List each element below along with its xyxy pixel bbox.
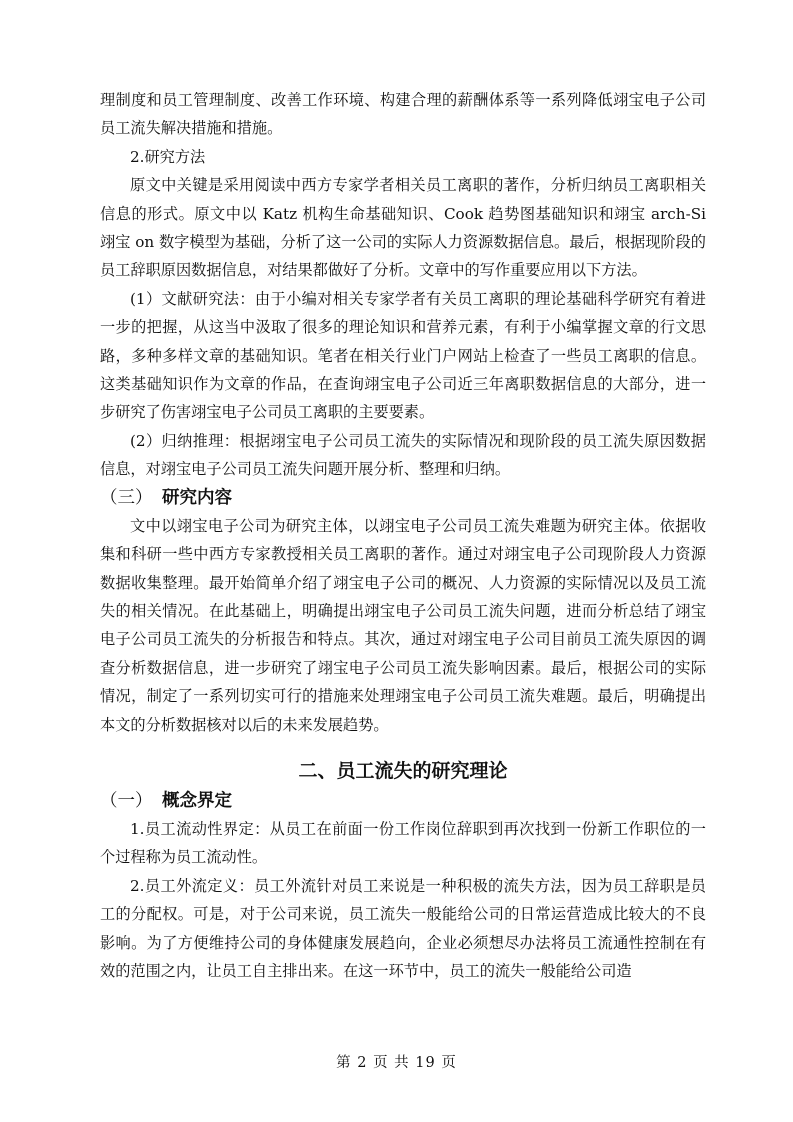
- definition-mobility: 1.员工流动性界定：从员工在前面一份工作岗位辞职到再次找到一份新工作职位的一个过程称为员工流动性。: [100, 819, 706, 867]
- research-content-paragraph: 文中以翊宝电子公司为研究主体，以翊宝电子公司员工流失难题为研究主体。依据收集和科研一些中西方专家教授相关员工离职的著作。通过对翊宝电子公司现阶段人力资源数据收集整理。最开始简单介绍了翊宝电子公司的概况、人力资源的实际情况以及员工流失的相关情况。在此基础上，明确提出翊宝电子公司员工流失问题，进而分析总结了翊宝电子公司员工流失的分析报告和特点。其次，通过对翊宝电子公司目前员工流失原因的调查分析数据信息，进一步研究了翊宝电子公司员工流失影响因素。最后，根据公司的实际情况，制定了一系列切实可行的措施来处理翊宝电子公司员工流失难题。最后，明确提出本文的分析数据核对以后的未来发展趋势。: [100, 516, 706, 734]
- method-item-induction: (2）归纳推理：根据翊宝电子公司员工流失的实际情况和现阶段的员工流失原因数据信息，对翊宝电子公司员工流失问题开展分析、整理和归纳。: [100, 431, 706, 479]
- chapter-title: 二、员工流失的研究理论: [298, 759, 508, 782]
- definition-outflow: 2.员工外流定义：员工外流针对员工来说是一种积极的流失方法，因为员工辞职是员工的分配权。可是，对于公司来说，员工流失一般能给公司的日常运营造成比较大的不良影响。为了方便维持公司的身体健康发展趋向，企业必须想尽办法将员工流通性控制在有效的范围之内，让员工自主排出来。在这一环节中，员工的流失一般能给公司造: [100, 876, 706, 980]
- page-body: [100, 86, 706, 985]
- section-title: 概念界定: [162, 790, 232, 811]
- section-heading-research-content: [100, 484, 706, 512]
- section-number: （一）: [100, 790, 153, 811]
- page-footer: 第 2 页 共 19 页: [336, 1055, 457, 1071]
- section-heading-concepts: [100, 787, 706, 815]
- paragraph-continued: 理制度和员工管理制度、改善工作环境、构建合理的薪酬体系等一系列降低翊宝电子公司员工流失解决措施和措施。: [100, 91, 706, 138]
- section-number: （三）: [100, 487, 153, 508]
- method-heading: 2.研究方法: [130, 147, 206, 166]
- method-item-literature: (1）文献研究法：由于小编对相关专家学者有关员工离职的理论基础科学研究有着进一步的把握，从这当中汲取了很多的理论知识和营养元素，有利于小编掌握文章的行文思路，多种多样文章的基础知识。笔者在相关行业门户网站上检查了一些员工离职的信息。这类基础知识作为文章的作品，在查询翊宝电子公司近三年离职数据信息的大部分，进一步研究了伤害翊宝电子公司员工离职的主要要素。: [100, 289, 706, 422]
- section-title: 研究内容: [162, 487, 232, 508]
- method-intro-paragraph: 原文中关键是采用阅读中西方专家学者相关员工离职的著作，分析归纳员工离职相关信息的形式。原文中以 Katz 机构生命基础知识、Cook 趋势图基础知识和翊宝 arch-Si 翊宝 on 数字模型为基础，分析了这一公司的实际人力资源数据信息。最后，根据现阶段的员工辞职原因数据信息，对结果都做好了分析。文章中的写作重要应用以下方法。: [100, 176, 706, 280]
